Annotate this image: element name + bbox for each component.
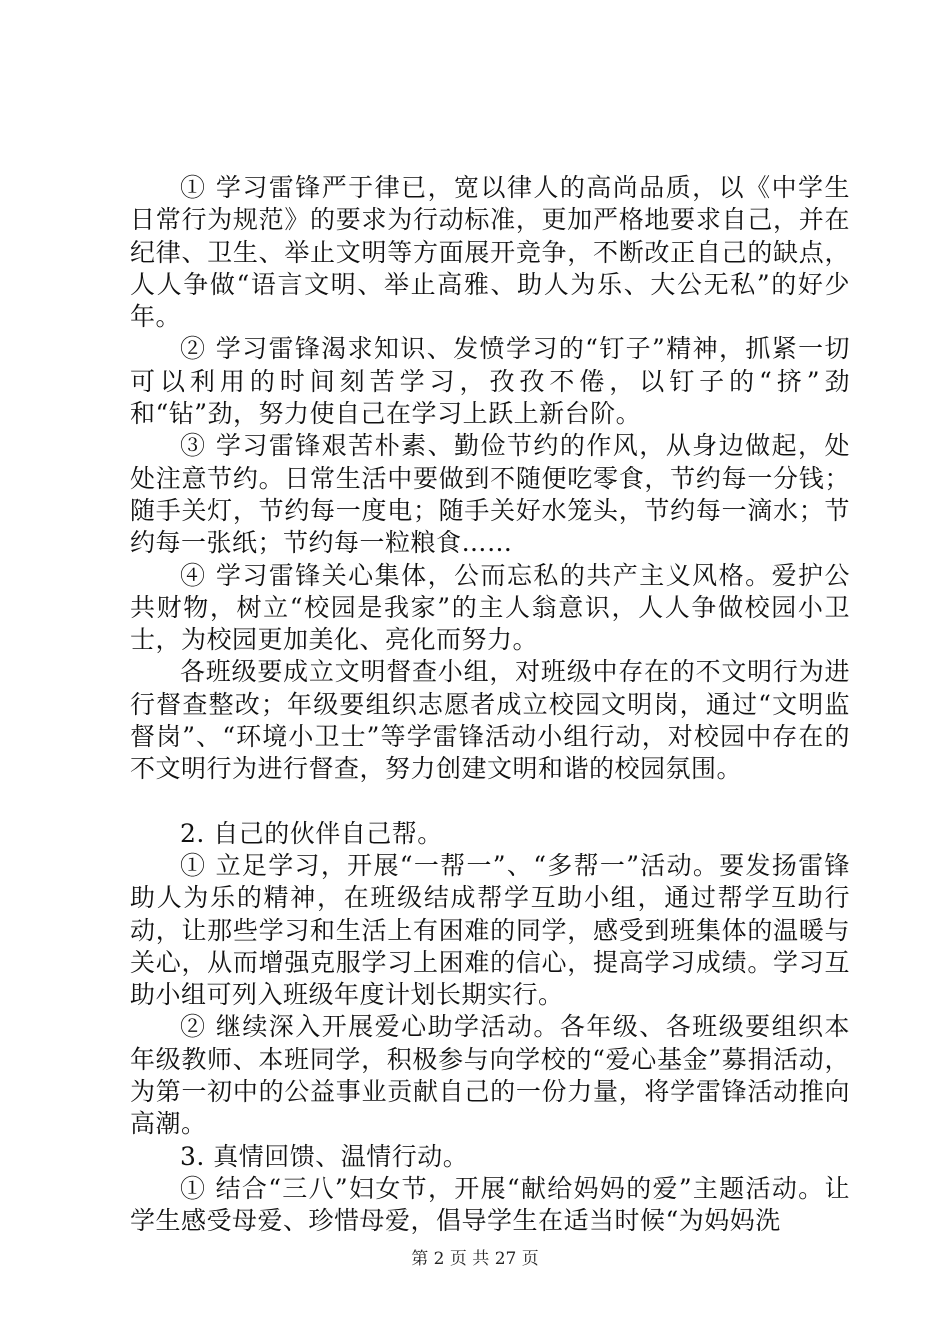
section-heading-3: 3. 真情回馈、温情行动。 [180,1141,469,1171]
paragraph-item-5: 各班级要成立文明督查小组，对班级中存在的不文明行为进行督查整改；年级要组织志愿者成立校园文明岗，通过“文明监督岗”、“环境小卫士”等学雷锋活动小组行动，对校园中存在的不文明行为进行督查，努力创建文明和谐的校园氛围。 [130,657,850,784]
page-number: 第 2 页 共 27 页 [411,1249,539,1269]
paragraph-item-4: ④ 学习雷锋关心集体，公而忘私的共产主义风格。爱护公共财物，树立“校园是我家”的主人翁意识，人人争做校园小卫士，为校园更加美化、亮化而努力。 [130,560,850,655]
paragraph-item-6: ① 立足学习，开展“一帮一”、“多帮一”活动。要发扬雷锋助人为乐的精神，在班级结成帮学互助小组，通过帮学互助行动，让那些学习和生活上有困难的同学，感受到班集体的温暖与关心，从而增强克服学习上困难的信心，提高学习成绩。学习互助小组可列入班级年度计划长期实行。 [130,850,850,1010]
paragraph-item-3: ③ 学习雷锋艰苦朴素、勤俭节约的作风，从身边做起，处处注意节约。日常生活中要做到不随便吃零食，节约每一分钱；随手关灯，节约每一度电；随手关好水笼头，节约每一滴水；节约每一张纸；节约每一粒粮食…… [130,431,850,558]
document-body [130,172,850,1238]
paragraph-item-1: ① 学习雷锋严于律已，宽以律人的高尚品质，以《中学生日常行为规范》的要求为行动标准，更加严格地要求自己，并在纪律、卫生、举止文明等方面展开竞争，不断改正自己的缺点，人人争做“语言文明、举止高雅、助人为乐、大公无私”的好少年。 [130,173,850,332]
section-heading-2: 2. 自己的伙伴自己帮。 [180,818,443,848]
paragraph-item-8: ① 结合“三八”妇女节，开展“献给妈妈的爱”主题活动。让学生感受母爱、珍惜母爱，倡导学生在适当时候“为妈妈洗 [130,1173,850,1236]
paragraph-item-2: ② 学习雷锋渴求知识、发愤学习的“钉子”精神，抓紧一切可以利用的时间刻苦学习，孜孜不倦，以钉子的“挤”劲和“钻”劲，努力使自己在学习上跃上新台阶。 [130,334,850,429]
paragraph-spacer [130,786,850,818]
paragraph-item-7: ② 继续深入开展爱心助学活动。各年级、各班级要组织本年级教师、本班同学，积极参与向学校的“爱心基金”募捐活动，为第一初中的公益事业贡献自己的一份力量，将学雷锋活动推向高潮。 [130,1012,850,1139]
